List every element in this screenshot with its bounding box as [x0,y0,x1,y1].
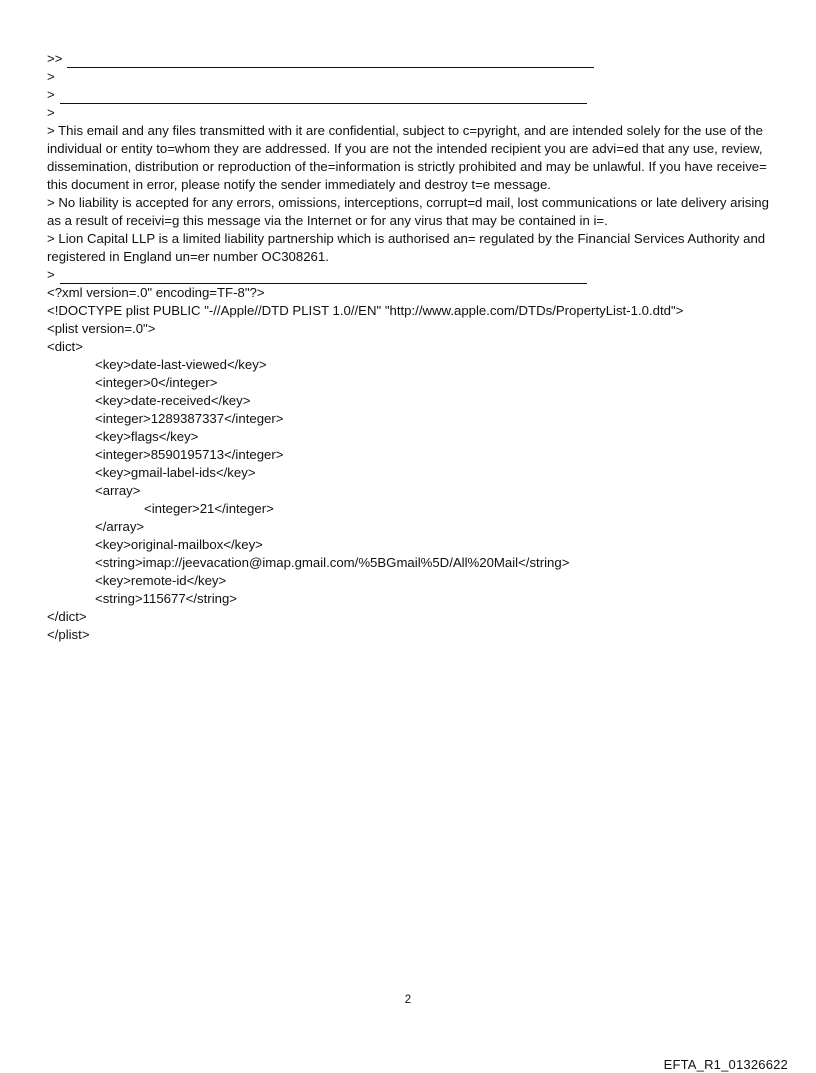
plist-entry: <key>original-mailbox</key> [95,537,263,552]
plist-entry: <key>date-last-viewed</key> [95,357,267,372]
separator-line [47,50,771,68]
plist-entry: </array> [95,519,145,534]
plist-entry: <array> [95,483,141,498]
plist-close-tag: </plist> [47,627,90,642]
underline-rule [67,55,594,68]
page-number: 2 [404,994,412,1006]
separator-line [47,266,771,284]
plist-entry: <key>remote-id</key> [95,573,227,588]
quote-marker: >> [47,51,63,66]
dict-open-tag: <dict> [47,339,83,354]
quote-marker: > [47,87,55,102]
dict-close-tag: </dict> [47,609,87,624]
plist-entry: <integer>8590195713</integer> [95,447,284,462]
plist-open-tag: <plist version=.0"> [47,321,156,336]
document-id-footer: EFTA_R1_01326622 [663,1057,788,1072]
separator-line [47,86,771,104]
plist-entry: <key>flags</key> [95,429,199,444]
plist-entry: <key>date-received</key> [95,393,251,408]
confidentiality-paragraph: > This email and any files transmitted with it are confidential, subject to c=pyright, and are intended solely for the use of the individual or entity to=whom they are addressed. If you are not the intended recipient you are advi=ed that any use, review, dissemination, distribution or reproduction of the=information is strictly prohibited and may be unlawful. If you have receive= this document in error, please notify the sender immediately and destroy t=e message. [47,123,767,192]
quote-marker-line: > [47,105,55,120]
plist-entry: <integer>0</integer> [95,375,218,390]
liability-paragraph: > No liability is accepted for any errors, omissions, interceptions, corrupt=d mail, lost communications or late delivery arising as a result of receivi=g this message via the Internet or for any virus that may be contained in i=. [47,195,769,228]
plist-entry: <integer>1289387337</integer> [95,411,284,426]
plist-entry: <key>gmail-label-ids</key> [95,465,256,480]
plist-array-item: <integer>21</integer> [144,501,274,516]
underline-rule [60,91,587,104]
plist-entry: <string>imap://jeevacation@imap.gmail.com/%5BGmail%5D/All%20Mail</string> [95,555,570,570]
doctype-line: <!DOCTYPE plist PUBLIC "-//Apple//DTD PLIST 1.0//EN" "http://www.apple.com/DTDs/PropertyList-1.0.dtd"> [47,303,684,318]
plist-entry: <string>115677</string> [95,591,237,606]
company-paragraph: > Lion Capital LLP is a limited liability partnership which is authorised an= regulated by the Financial Services Authority and registered in England un=er number OC308261. [47,231,766,264]
xml-declaration: <?xml version=.0" encoding=TF-8"?> [47,285,265,300]
quote-marker: > [47,267,55,282]
quote-marker-line: > [47,69,55,84]
document-body [47,50,771,644]
underline-rule [60,271,587,284]
